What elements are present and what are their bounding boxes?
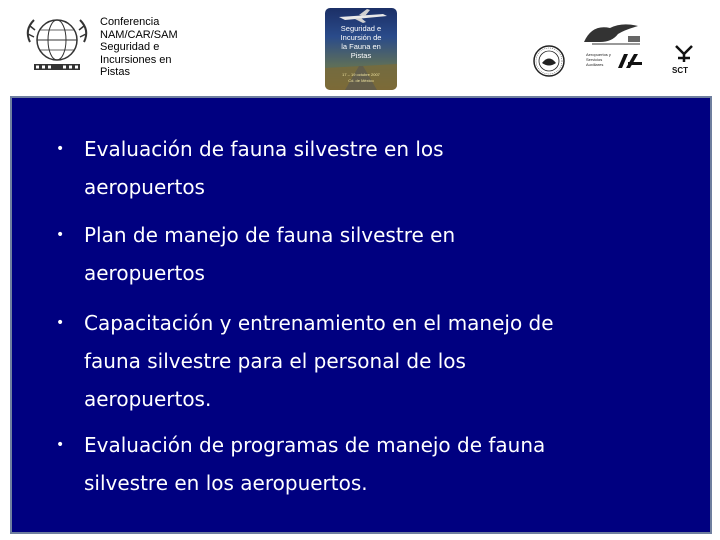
bird-icon — [582, 20, 642, 48]
slide-header — [0, 0, 720, 92]
event-badge-title: Seguridad e Incursión de la Fauna en Pistas — [340, 24, 382, 60]
bullet-item — [56, 304, 684, 418]
asa-logo-text: Aeropuertos y Servicios Auxiliares — [586, 52, 611, 67]
bullet-item — [56, 216, 684, 292]
bullet-item — [56, 130, 684, 206]
conference-title: Conferencia NAM/CAR/SAM Seguridad e Incursiones en Pistas — [100, 16, 178, 78]
icao-logo — [20, 12, 94, 76]
bullet-line: silvestre en los aeropuertos. — [84, 471, 368, 495]
bullet-dot-icon: • — [56, 315, 65, 331]
asa-letters-icon — [616, 52, 644, 70]
sct-emblem-icon — [672, 44, 696, 64]
bullet-line: Capacitación y entrenamiento en el manejo de — [84, 311, 554, 335]
bullet-line: Evaluación de programas de manejo de fauna — [84, 433, 546, 457]
bullet-line: fauna silvestre para el personal de los — [84, 349, 466, 373]
bullet-dot-icon: • — [56, 141, 65, 157]
circular-seal-icon — [532, 44, 566, 78]
bullet-dot-icon: • — [56, 437, 65, 453]
bullet-line: Evaluación de fauna silvestre en los — [84, 137, 444, 161]
sct-logo-text: SCT — [672, 66, 688, 75]
bullet-line: aeropuertos — [84, 261, 205, 285]
bullet-item — [56, 426, 684, 502]
bullet-line: aeropuertos — [84, 175, 205, 199]
bullet-line: aeropuertos. — [84, 387, 212, 411]
event-badge — [325, 8, 397, 90]
content-panel — [10, 96, 712, 534]
bullet-dot-icon: • — [56, 227, 65, 243]
bullet-line: Plan de manejo de fauna silvestre en — [84, 223, 456, 247]
event-badge-dates: 17 – 19 octubre 2007 Cd. de México — [342, 72, 380, 83]
